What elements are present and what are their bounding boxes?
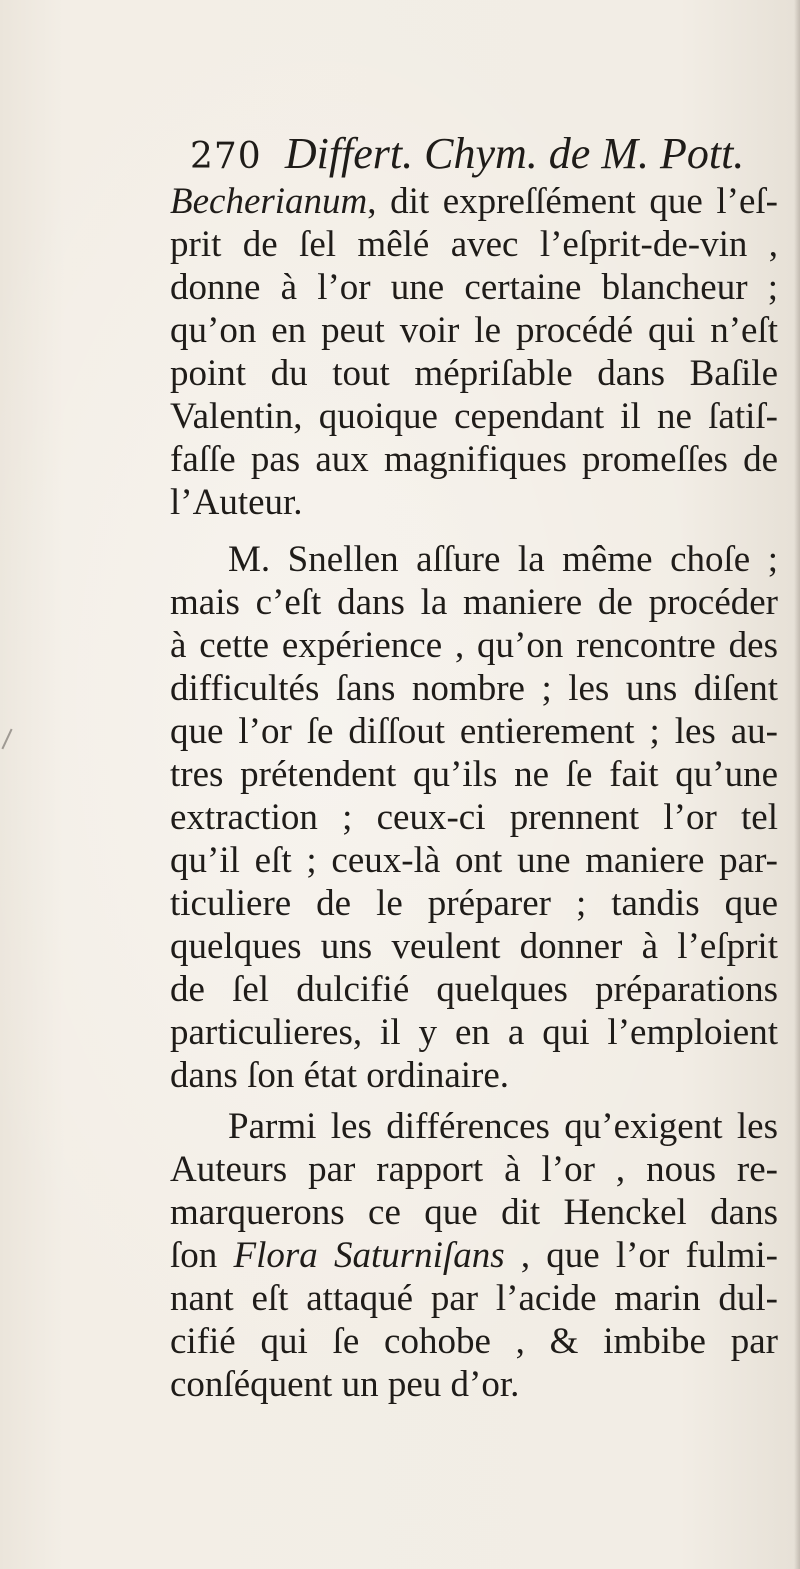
text-line: prit de ſel mêlé avec l’eſprit-de-vin , bbox=[170, 224, 778, 265]
line-text: , que l’or fulmi- bbox=[504, 1235, 778, 1276]
text-line: dans ſon état ordinaire. bbox=[170, 1055, 510, 1096]
paragraph-3 bbox=[170, 1105, 778, 1406]
text-line: ticuliere de le préparer ; tandis que bbox=[170, 883, 778, 924]
body-text bbox=[170, 180, 778, 1406]
page-number: 270 bbox=[190, 136, 262, 177]
text-line bbox=[170, 180, 778, 223]
text-line: extraction ; ceux-ci prennent l’or tel bbox=[170, 797, 778, 838]
text-line: qu’il eſt ; ceux-là ont une maniere par- bbox=[170, 840, 778, 881]
paragraph-2 bbox=[170, 538, 778, 1097]
text-line: Valentin, quoique cependant il ne ſatiſ- bbox=[170, 396, 778, 437]
text-line: tres prétendent qu’ils ne ſe fait qu’une bbox=[170, 754, 778, 795]
text-line: donne à l’or une certaine blancheur ; bbox=[170, 267, 778, 308]
paragraph-1 bbox=[170, 180, 778, 524]
text-line: l’Auteur. bbox=[170, 482, 303, 523]
running-title: Differt. Chym. de M. Pott. bbox=[284, 129, 745, 178]
text-line: Auteurs par rapport à l’or , nous re- bbox=[170, 1149, 778, 1190]
text-line: conſéquent un peu d’or. bbox=[170, 1364, 520, 1405]
running-header bbox=[190, 128, 790, 184]
text-line bbox=[170, 1234, 778, 1277]
italic-text: Becherianum bbox=[170, 181, 368, 222]
text-line: difficultés ſans nombre ; les uns diſent bbox=[170, 668, 778, 709]
text-line: M. Snellen aſſure la même choſe ; bbox=[228, 539, 778, 580]
text-line: à cette expérience , qu’on rencontre des bbox=[170, 625, 778, 666]
text-line: faſſe pas aux magnifiques promeſſes de bbox=[170, 439, 778, 480]
text-line: de ſel dulcifié quelques préparations bbox=[170, 969, 778, 1010]
text-line: point du tout mépriſable dans Baſile bbox=[170, 353, 778, 394]
line-text: ſon bbox=[170, 1235, 234, 1276]
text-line: Parmi les différences qu’exigent les bbox=[228, 1106, 778, 1147]
text-line: quelques uns veulent donner à l’eſprit bbox=[170, 926, 778, 967]
italic-text: Flora Saturniſans bbox=[233, 1235, 505, 1276]
margin-mark bbox=[1, 729, 12, 750]
page-edge-shadow bbox=[794, 0, 800, 1569]
text-line: que l’or ſe diſſout entierement ; les au- bbox=[170, 711, 778, 752]
text-line: mais c’eſt dans la maniere de procéder bbox=[170, 582, 778, 623]
text-line: nant eſt attaqué par l’acide marin dul- bbox=[170, 1278, 778, 1319]
text-line: cifié qui ſe cohobe , & imbibe par bbox=[170, 1321, 778, 1362]
text-line: marquerons ce que dit Henckel dans bbox=[170, 1192, 778, 1233]
line-text: , dit expreſſément que l’eſ- bbox=[367, 181, 778, 222]
text-line: qu’on en peut voir le procédé qui n’eſt bbox=[170, 310, 778, 351]
text-line: particulieres, il y en a qui l’emploient bbox=[170, 1012, 778, 1053]
